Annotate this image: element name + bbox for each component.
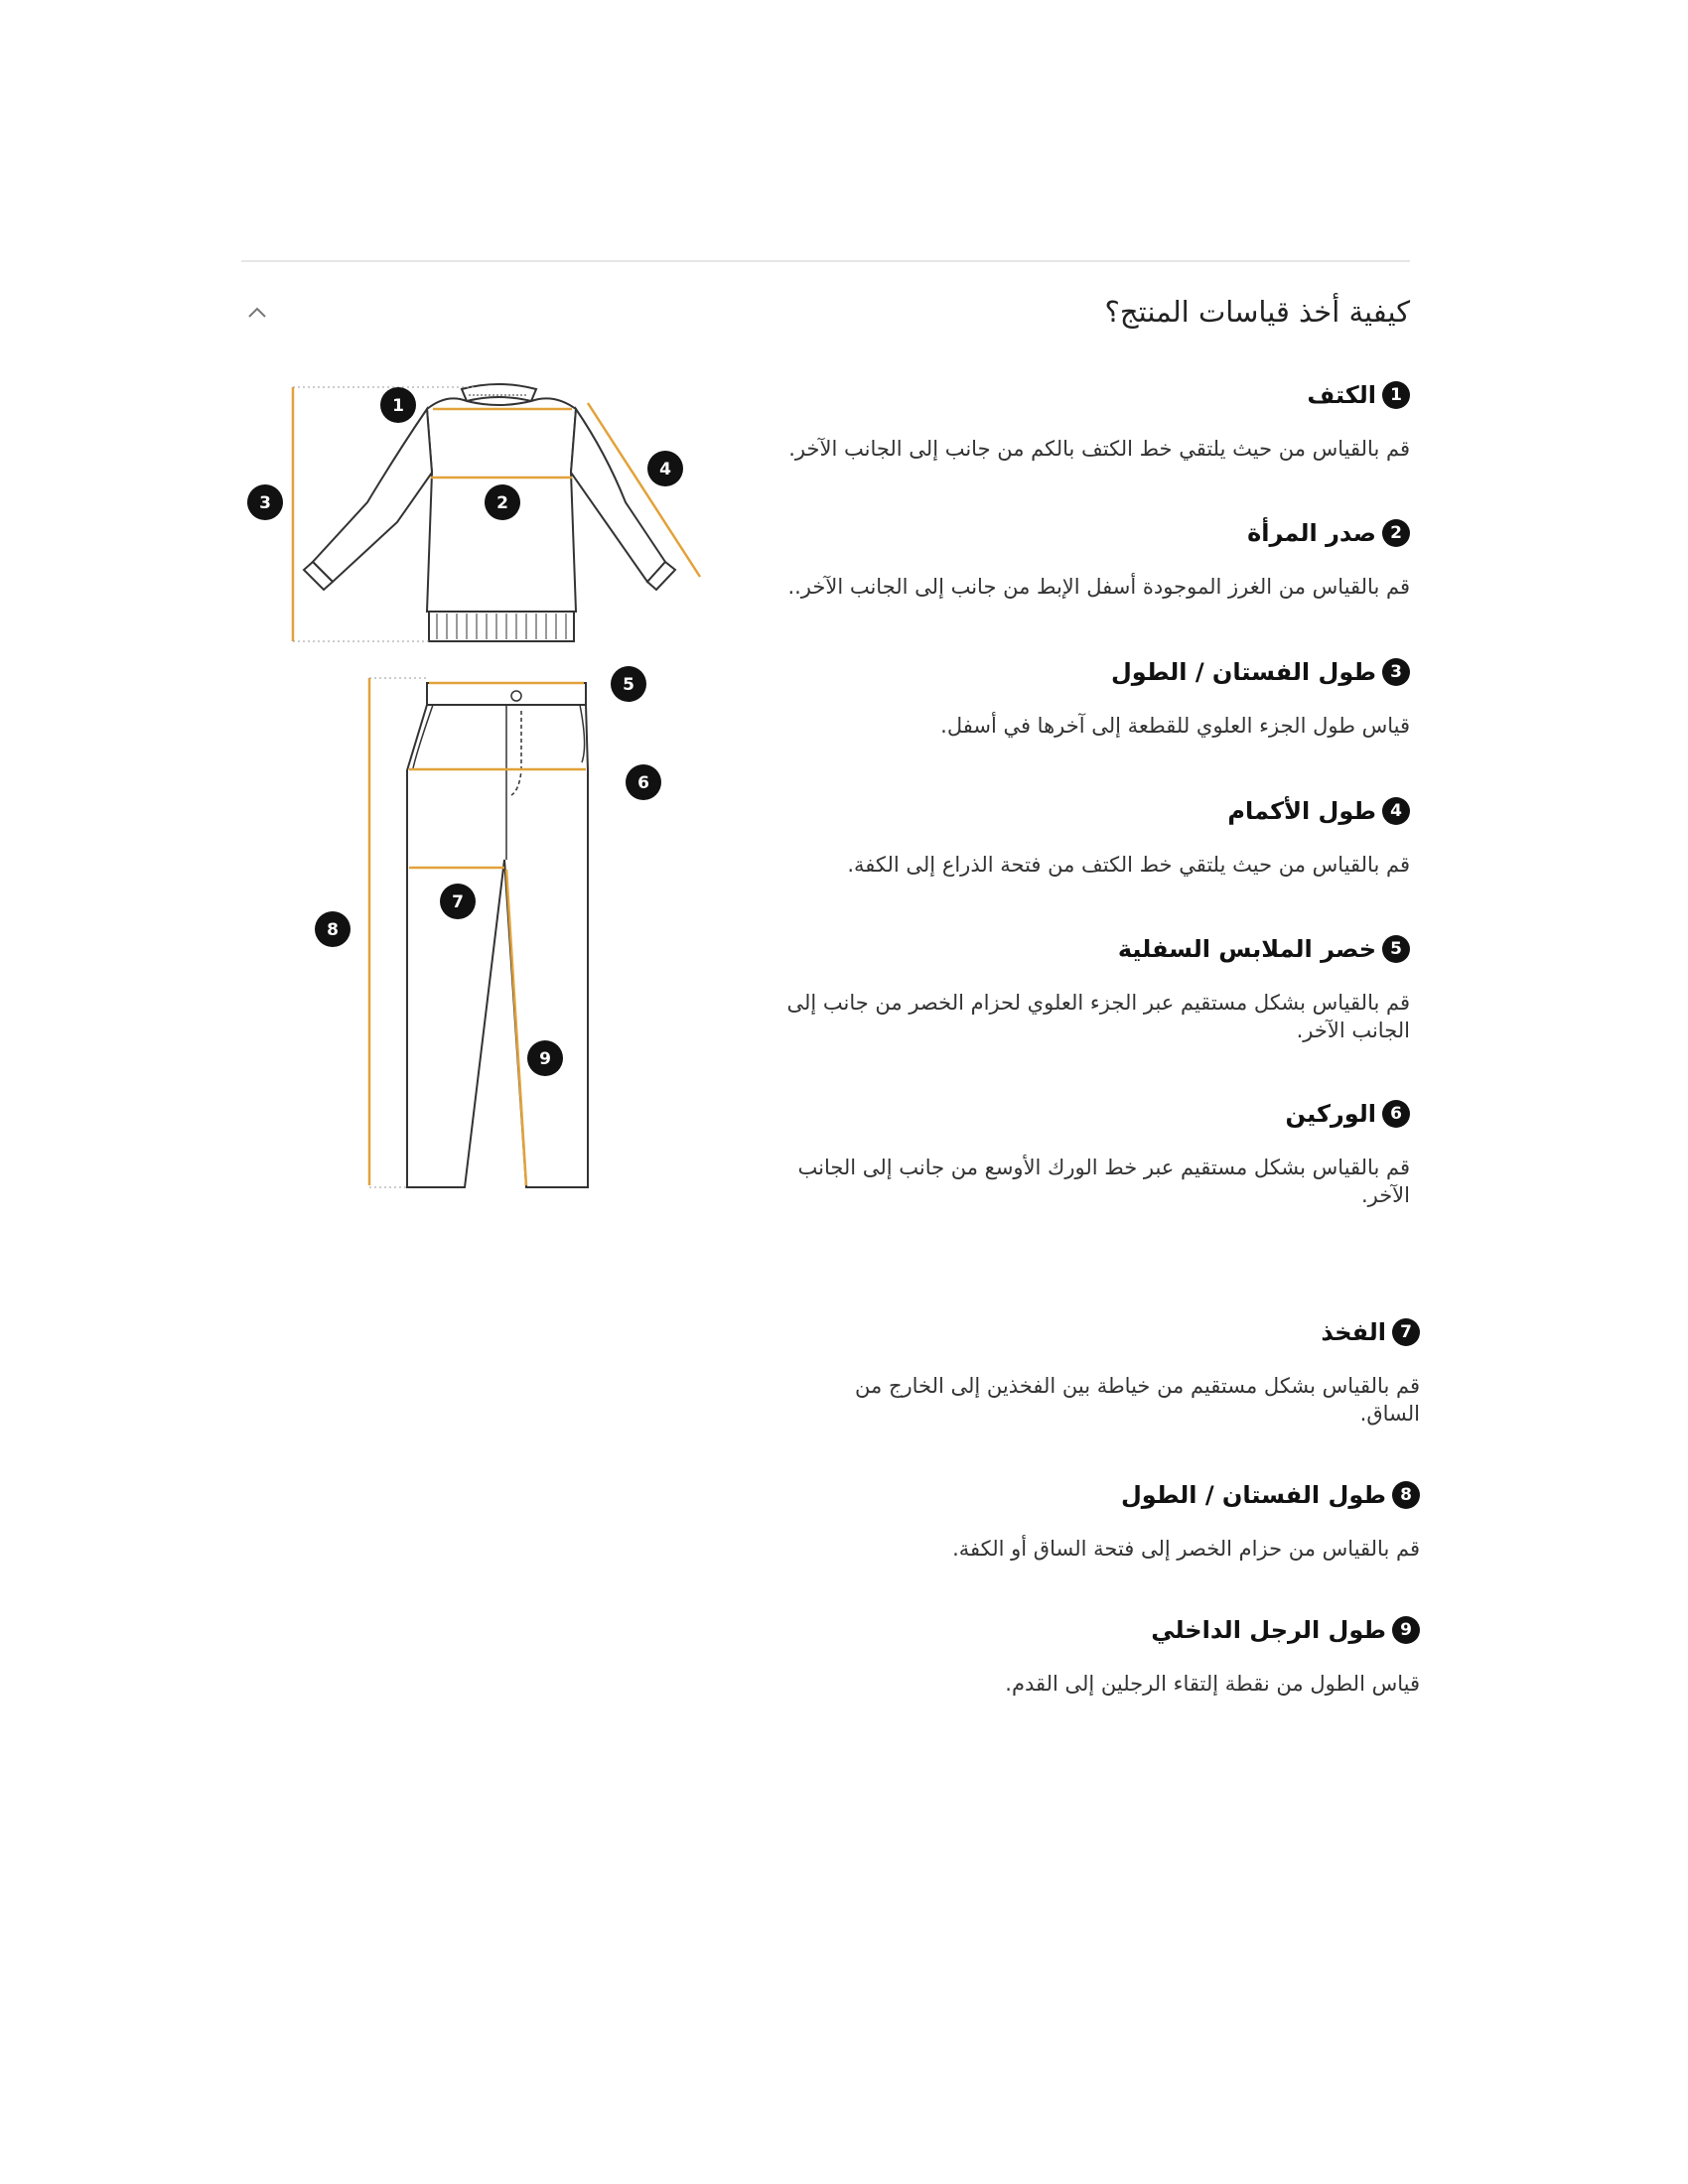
measurement-title: الفخذ — [1321, 1318, 1386, 1346]
number-badge: 1 — [1382, 381, 1410, 409]
measurement-item — [774, 658, 1410, 740]
measurement-item — [784, 1318, 1420, 1428]
measurement-item — [784, 1616, 1420, 1698]
measurement-title: الكتف — [1307, 381, 1376, 409]
section-divider — [241, 260, 1410, 262]
marker-2 — [485, 484, 520, 520]
marker-1 — [380, 387, 416, 423]
marker-9 — [527, 1040, 563, 1076]
svg-text:6: 6 — [637, 773, 649, 793]
measurement-description: قياس طول الجزء العلوي للقطعة إلى آخرها في أسفل. — [940, 714, 1410, 738]
svg-text:1: 1 — [392, 396, 404, 416]
chevron-up-icon — [246, 306, 268, 320]
measurement-description: قم بالقياس من حيث يلتقي خط الكتف بالكم من جانب إلى الجانب الآخر. — [788, 437, 1410, 461]
measurement-description: قم بالقياس من حزام الخصر إلى فتحة الساق أو الكفة. — [952, 1537, 1420, 1561]
measurement-title: خصر الملابس السفلية — [1117, 935, 1376, 963]
measurement-title: الوركين — [1285, 1100, 1376, 1128]
number-badge: 6 — [1382, 1100, 1410, 1128]
marker-6 — [626, 764, 661, 800]
marker-7 — [440, 884, 476, 919]
svg-text:5: 5 — [623, 675, 634, 695]
measurement-item — [784, 1481, 1420, 1563]
measurement-description: قم بالقياس بشكل مستقيم عبر خط الورك الأوسع من جانب إلى الجانب الآخر. — [797, 1156, 1410, 1207]
measurement-description: قم بالقياس بشكل مستقيم عبر الجزء العلوي لحزام الخصر من جانب إلى الجانب الآخر. — [786, 991, 1410, 1042]
measurement-title: صدر المرأة — [1247, 519, 1376, 547]
marker-3 — [247, 484, 283, 520]
svg-text:4: 4 — [659, 460, 671, 479]
measurement-item — [774, 935, 1410, 1044]
number-badge: 8 — [1392, 1481, 1420, 1509]
measurement-item — [774, 381, 1410, 463]
measurement-description: قم بالقياس من الغرز الموجودة أسفل الإبط من جانب إلى الجانب الآخر.. — [787, 575, 1410, 599]
measurement-item — [774, 797, 1410, 879]
measurement-description: قم بالقياس من حيث يلتقي خط الكتف من فتحة الذراع إلى الكفة. — [847, 853, 1410, 877]
marker-4 — [647, 451, 683, 486]
garment-measurement-diagram — [238, 373, 715, 1207]
measurement-item — [774, 519, 1410, 601]
svg-text:9: 9 — [539, 1049, 551, 1069]
section-title: كيفية أخذ قياسات المنتج؟ — [1104, 295, 1410, 329]
measurement-title: طول الرجل الداخلي — [1151, 1616, 1386, 1644]
measurement-title: طول الفستان / الطول — [1110, 658, 1376, 686]
number-badge: 4 — [1382, 797, 1410, 825]
number-badge: 3 — [1382, 658, 1410, 686]
marker-8 — [315, 911, 351, 947]
trousers-illustration — [407, 683, 588, 1187]
measurement-title: طول الفستان / الطول — [1120, 1481, 1386, 1509]
measurement-description: قم بالقياس بشكل مستقيم من خياطة بين الفخذين إلى الخارج من الساق. — [855, 1374, 1420, 1426]
number-badge: 9 — [1392, 1616, 1420, 1644]
collapse-button[interactable] — [244, 304, 270, 322]
number-badge: 7 — [1392, 1318, 1420, 1346]
number-badge: 2 — [1382, 519, 1410, 547]
svg-text:3: 3 — [259, 493, 271, 513]
measurement-description: قياس الطول من نقطة إلتقاء الرجلين إلى القدم. — [1005, 1672, 1420, 1696]
svg-text:7: 7 — [452, 892, 464, 912]
svg-text:2: 2 — [496, 493, 508, 513]
measurement-title: طول الأكمام — [1227, 797, 1376, 825]
measurement-item — [774, 1100, 1410, 1209]
marker-5 — [611, 666, 646, 702]
number-badge: 5 — [1382, 935, 1410, 963]
svg-text:8: 8 — [327, 920, 339, 940]
